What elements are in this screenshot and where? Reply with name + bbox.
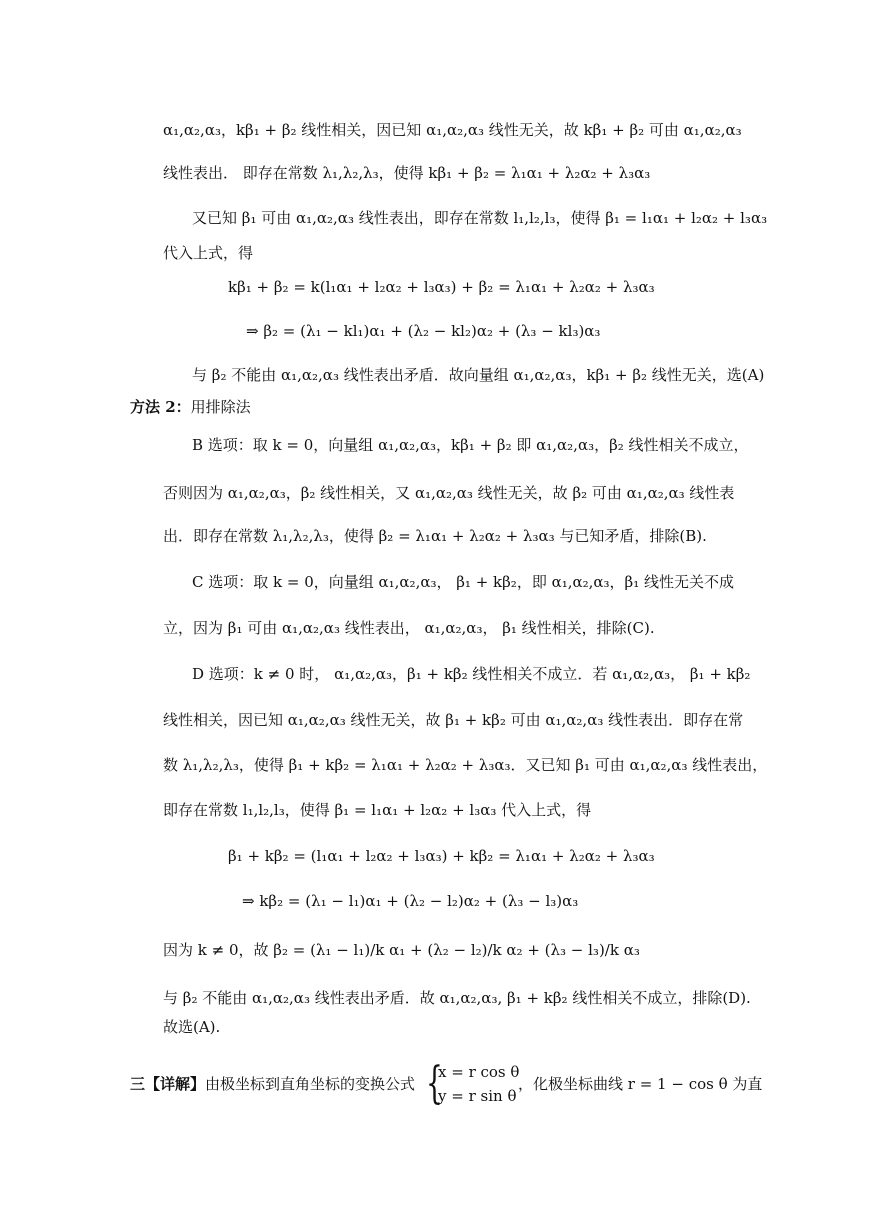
equation-line: ⇒ kβ₂ = (λ₁ − l₁)α₁ + (λ₂ − l₂)α₂ + (λ₃ − l₃)α₃ — [242, 892, 579, 910]
equation-line: β₁ + kβ₂ = (l₁α₁ + l₂α₂ + l₃α₃) + kβ₂ = λ₁α₁ + λ₂α₂ + λ₃α₃ — [228, 847, 655, 865]
text-line: 线性相关，因已知 α₁,α₂,α₃ 线性无关，故 β₁ + kβ₂ 可由 α₁,α₂,α₃ 线性表出．即存在常 — [163, 711, 744, 729]
formula-case: x = r cos θ — [438, 1063, 520, 1081]
text-line: ，化极坐标曲线 r = 1 − cos θ 为直 — [518, 1075, 763, 1093]
text-line: 出．即存在常数 λ₁,λ₂,λ₃，使得 β₂ = λ₁α₁ + λ₂α₂ + λ₃α₃ 与已知矛盾，排除(B). — [163, 527, 707, 545]
equation-line: 因为 k ≠ 0，故 β₂ = (λ₁ − l₁)/k α₁ + (λ₂ − l₂)/k α₂ + (λ₃ − l₃)/k α₃ — [163, 941, 640, 959]
text-line: B 选项：取 k = 0，向量组 α₁,α₂,α₃，kβ₁ + β₂ 即 α₁,α₂,α₃，β₂ 线性相关不成立， — [192, 436, 749, 454]
text-line: 线性表出． 即存在常数 λ₁,λ₂,λ₃，使得 kβ₁ + β₂ = λ₁α₁ + λ₂α₂ + λ₃α₃ — [163, 164, 651, 182]
text-line: 故选(A). — [163, 1018, 221, 1036]
text-line: α₁,α₂,α₃，kβ₁ + β₂ 线性相关，因已知 α₁,α₂,α₃ 线性无关，故 kβ₁ + β₂ 可由 α₁,α₂,α₃ — [163, 121, 742, 139]
equation-line: ⇒ β₂ = (λ₁ − kl₁)α₁ + (λ₂ − kl₂)α₂ + (λ₃ − kl₃)α₃ — [246, 322, 601, 340]
section-intro: 由极坐标到直角坐标的变换公式 — [205, 1075, 416, 1093]
section-heading — [130, 1074, 415, 1094]
text-line: 与 β₂ 不能由 α₁,α₂,α₃ 线性表出矛盾．故向量组 α₁,α₂,α₃，kβ₁ + β₂ 线性无关，选(A) — [192, 366, 765, 384]
text-line: 又已知 β₁ 可由 α₁,α₂,α₃ 线性表出，即存在常数 l₁,l₂,l₃，使得 β₁ = l₁α₁ + l₂α₂ + l₃α₃ — [192, 209, 768, 227]
text-line: 否则因为 α₁,α₂,α₃，β₂ 线性相关，又 α₁,α₂,α₃ 线性无关，故 β₂ 可由 α₁,α₂,α₃ 线性表 — [163, 484, 735, 502]
text-line: 代入上式，得 — [163, 244, 254, 262]
equation-line: kβ₁ + β₂ = k(l₁α₁ + l₂α₂ + l₃α₃) + β₂ = λ₁α₁ + λ₂α₂ + λ₃α₃ — [228, 278, 655, 296]
text-line: 立，因为 β₁ 可由 α₁,α₂,α₃ 线性表出， α₁,α₂,α₃， β₁ 线性相关，排除(C). — [163, 619, 655, 637]
method-label: 方法 2： — [130, 398, 191, 416]
text-line: 与 β₂ 不能由 α₁,α₂,α₃ 线性表出矛盾．故 α₁,α₂,α₃, β₁ + kβ₂ 线性相关不成立，排除(D). — [163, 989, 751, 1007]
text-line: 数 λ₁,λ₂,λ₃，使得 β₁ + kβ₂ = λ₁α₁ + λ₂α₂ + λ₃α₃．又已知 β₁ 可由 α₁,α₂,α₃ 线性表出， — [163, 756, 768, 774]
brace-icon: { — [426, 1058, 443, 1109]
text-line: C 选项：取 k = 0，向量组 α₁,α₂,α₃， β₁ + kβ₂，即 α₁,α₂,α₃，β₁ 线性无关不成 — [192, 573, 735, 591]
method-heading — [130, 397, 251, 417]
method-title: 用排除法 — [190, 398, 251, 416]
text-line: 即存在常数 l₁,l₂,l₃，使得 β₁ = l₁α₁ + l₂α₂ + l₃α₃ 代入上式，得 — [163, 801, 592, 819]
text-line: D 选项：k ≠ 0 时， α₁,α₂,α₃，β₁ + kβ₂ 线性相关不成立．若 α₁,α₂,α₃， β₁ + kβ₂ — [192, 665, 751, 683]
section-label: 三【详解】 — [130, 1075, 206, 1093]
formula-case: y = r sin θ — [438, 1087, 517, 1105]
